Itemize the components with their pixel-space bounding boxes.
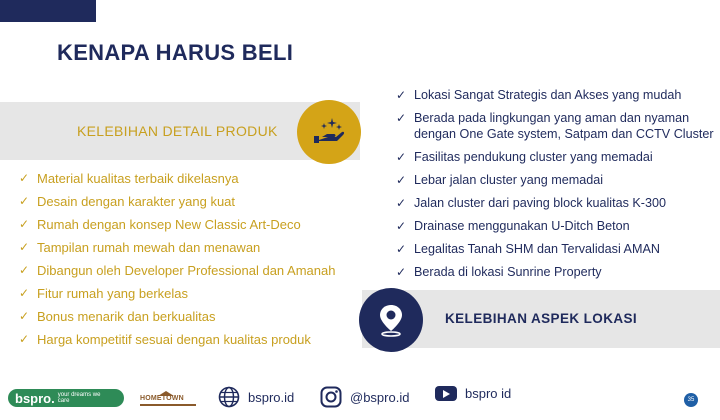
check-icon: ✓ bbox=[396, 173, 407, 187]
check-icon: ✓ bbox=[396, 88, 407, 102]
top-accent-bar bbox=[0, 0, 96, 22]
product-advantages-list bbox=[19, 171, 335, 355]
list-item: ✓ Legalitas Tanah SHM dan Tervalidasi AMAN bbox=[396, 242, 660, 256]
check-icon: ✓ bbox=[19, 171, 30, 185]
footer bbox=[0, 380, 720, 420]
list-item: ✓ Harga kompetitif sesuai dengan kualitas produk bbox=[19, 332, 311, 347]
list-item: ✓ Desain dengan karakter yang kuat bbox=[19, 194, 236, 209]
check-icon: ✓ bbox=[396, 242, 407, 256]
list-item: ✓ Dibangun oleh Developer Professional dan Amanah bbox=[19, 263, 336, 278]
list-item: ✓ Rumah dengan konsep New Classic Art-Deco bbox=[19, 217, 301, 232]
list-item: ✓ Fitur rumah yang berkelas bbox=[19, 286, 189, 301]
check-icon: ✓ bbox=[396, 111, 407, 125]
list-item: ✓ Lokasi Sangat Strategis dan Akses yang mudah bbox=[396, 88, 682, 102]
bspro-logo: bspro. your dreams we care bbox=[8, 389, 124, 407]
website-link[interactable]: bspro.id bbox=[218, 386, 294, 408]
youtube-icon bbox=[435, 386, 457, 401]
check-icon: ✓ bbox=[19, 217, 30, 231]
list-item: ✓ Bonus menarik dan berkualitas bbox=[19, 309, 216, 324]
youtube-link[interactable]: bspro id bbox=[435, 386, 511, 401]
check-icon: ✓ bbox=[19, 332, 30, 346]
list-item: ✓ Material kualitas terbaik dikelasnya bbox=[19, 171, 239, 186]
location-pin-icon bbox=[376, 303, 406, 337]
page-title: KENAPA HARUS BELI bbox=[57, 40, 294, 65]
globe-icon bbox=[218, 386, 240, 408]
check-icon: ✓ bbox=[396, 219, 407, 233]
list-item: ✓ Drainase menggunakan U-Ditch Beton bbox=[396, 219, 630, 233]
check-icon: ✓ bbox=[19, 240, 30, 254]
check-icon: ✓ bbox=[396, 265, 407, 279]
location-section-label: KELEBIHAN ASPEK LOKASI bbox=[445, 311, 638, 326]
check-icon: ✓ bbox=[19, 263, 30, 277]
page-number-badge: 35 bbox=[684, 393, 698, 407]
list-item: ✓ Jalan cluster dari paving block kualitas K-300 bbox=[396, 196, 667, 210]
list-item: ✓ Lebar jalan cluster yang memadai bbox=[396, 173, 604, 187]
location-advantages-list bbox=[396, 87, 720, 287]
list-item: ✓ Berada di lokasi Sunrine Property bbox=[396, 265, 602, 279]
instagram-link[interactable]: @bspro.id bbox=[320, 386, 409, 408]
instagram-icon bbox=[320, 386, 342, 408]
check-icon: ✓ bbox=[396, 150, 407, 164]
check-icon: ✓ bbox=[396, 196, 407, 210]
product-section-label: KELEBIHAN DETAIL PRODUK bbox=[77, 123, 278, 139]
list-item: ✓ Fasilitas pendukung cluster yang memadai bbox=[396, 150, 653, 164]
product-icon-circle bbox=[297, 100, 361, 164]
check-icon: ✓ bbox=[19, 286, 30, 300]
check-icon: ✓ bbox=[19, 194, 30, 208]
hometown-logo: HOMETOWN bbox=[140, 391, 196, 407]
location-icon-circle bbox=[359, 288, 423, 352]
hand-with-sparkles-icon bbox=[312, 115, 346, 149]
check-icon: ✓ bbox=[19, 309, 30, 323]
list-item: ✓ Berada pada lingkungan yang aman dan nyaman dengan One Gate system, Satpam dan CCTV Cluster bbox=[396, 111, 714, 141]
list-item: ✓ Tampilan rumah mewah dan menawan bbox=[19, 240, 261, 255]
